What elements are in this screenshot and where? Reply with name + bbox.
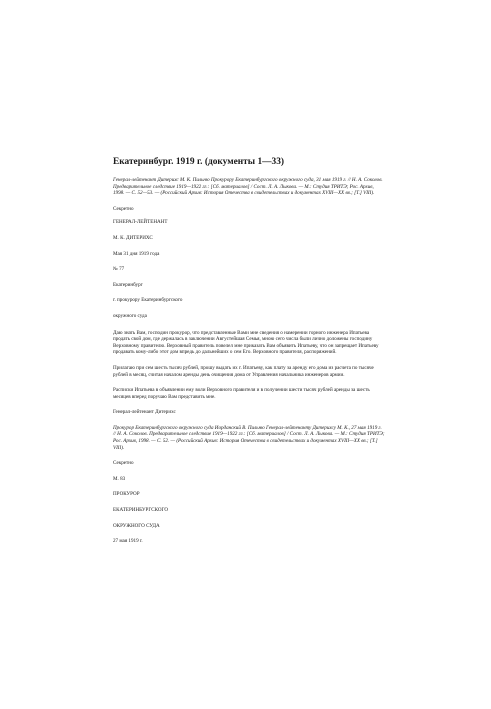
letter-number-1: № 77	[113, 266, 125, 273]
addressee-line-2: окружного суда	[113, 312, 147, 319]
letter-date-2: 27 мая 1919 г.	[113, 538, 143, 545]
sender-name: М. К. ДИТЕРИХС	[113, 234, 153, 241]
header-line-3: ОКРУЖНОГО СУДА	[113, 522, 160, 529]
secret-label-1: Секретно	[113, 205, 134, 212]
secret-label-2: Секретно	[113, 460, 134, 467]
header-line-2: ЕКАТЕРИНБУРГСКОГО	[113, 507, 169, 514]
addressee-line-1: г. прокурору Екатеринбургского	[113, 297, 183, 304]
document-page	[113, 156, 385, 545]
sender-rank: ГЕНЕРАЛ-ЛЕЙТЕНАНТ	[113, 219, 168, 226]
letter-paragraph-1: Даю знать Вам, господин прокурор, что представленные Вами мне сведения о намерении горного инженера Ипатьева продать свой дом, где держалась в заключении Августейшая Семья, мною сего числа были лично доложены господину Верховному правителю. Верховный правитель повелел мне приказать Вам объявить Ипатьеву, что он запрещает Ипатьеву продавать кому-либо этот дом впредь до дальнейших о сем Его. Верховного правителя, распоряжений.	[113, 329, 379, 356]
source-citation-1: Генерал-лейтенант Дитерихс М. К. Пильню Прокурору Екатеринбургского окружного суда, 31 мая 1919 г. // Н. А. Соколов. Предварительное следствие 1919—1922 гг.: [Сб. материалов] / Сост. Л. А. Лыкова. — М.: Студия ТРИТЭ; Рос. Архив, 1998. — С. 52—53. — (Российский Архив: История Отечества в свидетельствах и документах XVIII—XX вв.; [Т.] VIII).	[113, 177, 383, 197]
header-line-1: ПРОКУРОР	[113, 491, 140, 498]
document-title: Екатеринбург. 1919 г. (документы 1—33)	[113, 157, 284, 167]
letter-paragraph-2: Прилагаю при сем шесть тысяч рублей, прошу выдать их г. Ипатьеву, как плату за аренду его дома из расчета по тысяче рублей в месяц, считая началом аренды день очищения дома от Управления начальника инженеров армии.	[113, 364, 374, 378]
letter-signature: Генерал-лейтенант Дитерихс	[113, 409, 176, 416]
source-citation-2: Прокурор Екатеринбургского окружного суда Иорданский В. Пильню Генерал-лейтенанту Дитерихсу М. К., 27 мая 1919 г. // Н. А. Соколов. Предварительное следствие 1919—1922 гг.: [Сб. материалов] / Сост. Л. А. Лыкова. — М.: Студия ТРИТЭ; Рос. Архив, 1998. — С. 52. — (Российский Архив: История Отечества в свидетельствах и документах XVIII—XX вв.; [Т.] VIII).	[113, 424, 385, 451]
letter-paragraph-3: Расписки Ипатьева в объявлении ему воли Верховного правителя и в получении шести тысяч рублей аренды за шесть месяцев вперед поручаю Вам представить мне.	[113, 387, 370, 400]
letter-date-1: Мая 31 дня 1919 года	[113, 250, 160, 257]
letter-number-2: М. 83	[113, 475, 126, 482]
letter-city: Екатеринбург	[113, 281, 143, 288]
